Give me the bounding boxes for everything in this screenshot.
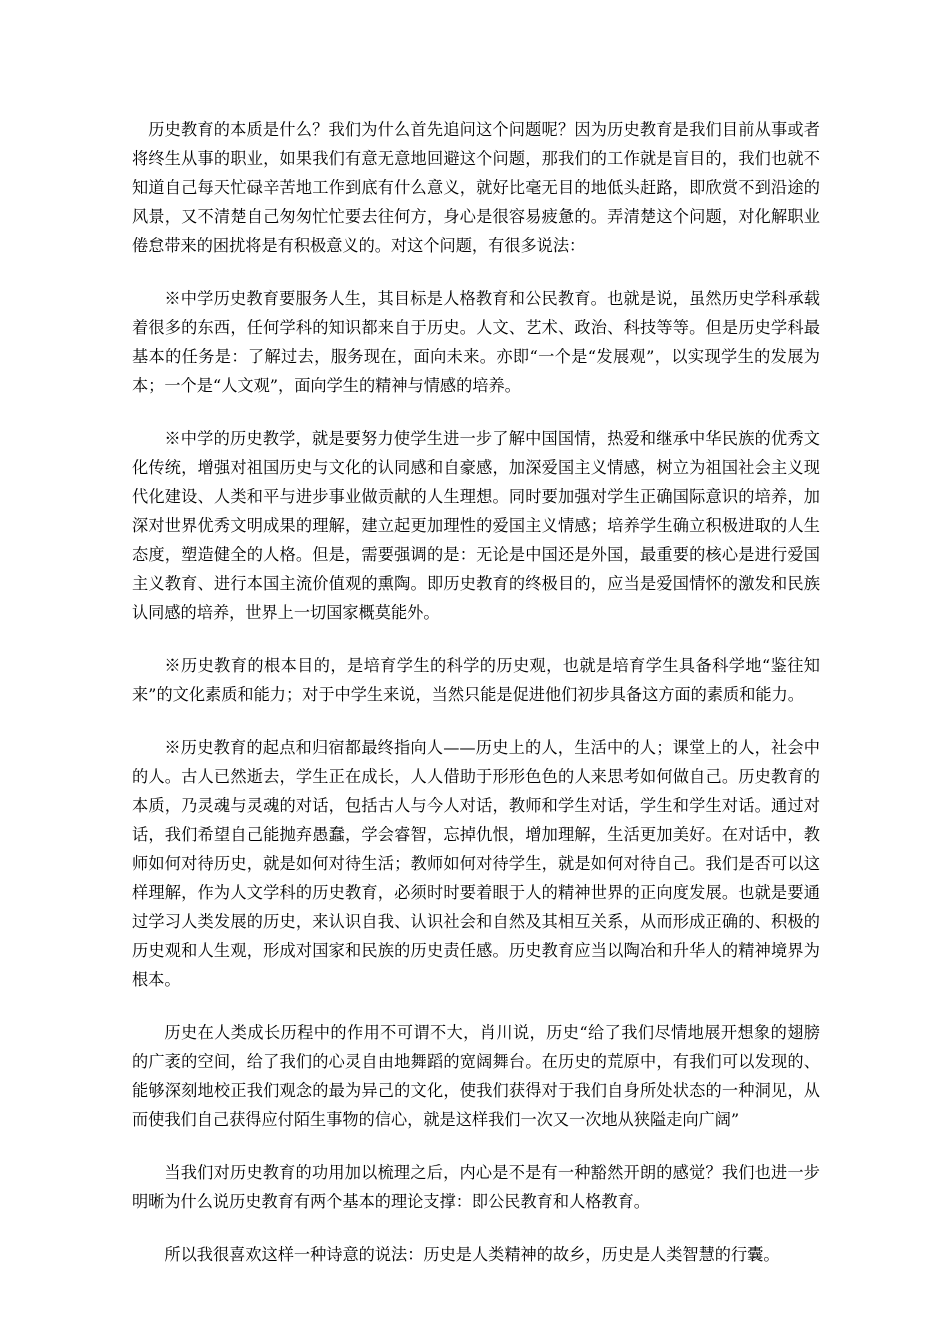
paragraph-view-1: ※中学历史教育要服务人生，其目标是人格教育和公民教育。也就是说，虽然历史学科承载着很多的东西，任何学科的知识都来自于历史。人文、艺术、政治、科技等等。但是历史学科最基本的任务是：了解过去，服务现在，面向未来。亦即“一个是“发展观”，以实现学生的发展为本；一个是“人文观”，面向学生的精神与情感的培养。 xyxy=(132,289,820,395)
paragraph-conclusion: 所以我很喜欢这样一种诗意的说法：历史是人类精神的故乡，历史是人类智慧的行囊。 xyxy=(164,1245,780,1264)
paragraph-view-4: ※历史教育的起点和归宿都最终指向人——历史上的人，生活中的人；课堂上的人，社会中的人。古人已然逝去，学生正在成长，人人借助于形形色色的人来思考如何做自己。历史教育的本质，乃灵魂与灵魂的对话，包括古人与今人对话，教师和学生对话，学生和学生对话。通过对话，我们希望自己能抛弃愚蠢，学会睿智，忘掉仇恨，增加理解，生活更加美好。在对话中，教师如何对待历史，就是如何对待生活；教师如何对待学生，就是如何对待自己。我们是否可以这样理解，作为人文学科的历史教育，必须时时要着眼于人的精神世界的正向度发展。也就是要通过学习人类发展的历史，来认识自我、认识社会和自然及其相互关系，从而形成正确的、积极的历史观和人生观，形成对国家和民族的历史责任感。历史教育应当以陶冶和升华人的精神境界为根本。 xyxy=(132,738,820,989)
document-page xyxy=(132,115,820,1269)
paragraph-intro: 历史教育的本质是什么？我们为什么首先追问这个问题呢？因为历史教育是我们目前从事或者将终生从事的职业，如果我们有意无意地回避这个问题，那我们的工作就是盲目的，我们也就不知道自己每天忙碌辛苦地工作到底有什么意义，就好比毫无目的地低头赶路，即欣赏不到沿途的风景，又不清楚自己匆匆忙忙要去往何方，身心是很容易疲惫的。弄清楚这个问题，对化解职业倦怠带来的困扰将是有积极意义的。对这个问题，有很多说法： xyxy=(132,120,820,255)
paragraph-quote: 历史在人类成长历程中的作用不可谓不大，肖川说，历史“给了我们尽情地展开想象的翅膀的广袤的空间，给了我们的心灵自由地舞蹈的宽阔舞台。在历史的荒原中，有我们可以发现的、能够深刻地校正我们观念的最为异己的文化，使我们获得对于我们自身所处状态的一种洞见，从而使我们自己获得应付陌生事物的信心，就是这样我们一次又一次地从狭隘走向广阔” xyxy=(132,1023,820,1129)
paragraph-view-2: ※中学的历史教学，就是要努力使学生进一步了解中国国情，热爱和继承中华民族的优秀文化传统，增强对祖国历史与文化的认同感和自豪感，加深爱国主义情感，树立为祖国社会主义现代化建设、人类和平与进步事业做贡献的人生理想。同时要加强对学生正确国际意识的培养，加深对世界优秀文明成果的理解，建立起更加理性的爱国主义情感；培养学生确立积极进取的人生态度，塑造健全的人格。但是，需要强调的是：无论是中国还是外国，最重要的核心是进行爱国主义教育、进行本国主流价值观的熏陶。即历史教育的终极目的，应当是爱国情怀的激发和民族认同感的培养，世界上一切国家概莫能外。 xyxy=(132,429,820,622)
paragraph-summary: 当我们对历史教育的功用加以梳理之后，内心是不是有一种豁然开朗的感觉？我们也进一步明晰为什么说历史教育有两个基本的理论支撑：即公民教育和人格教育。 xyxy=(132,1163,820,1211)
paragraph-view-3: ※历史教育的根本目的，是培育学生的科学的历史观，也就是培育学生具备科学地“鉴往知来”的文化素质和能力；对于中学生来说，当然只能是促进他们初步具备这方面的素质和能力。 xyxy=(132,656,820,704)
